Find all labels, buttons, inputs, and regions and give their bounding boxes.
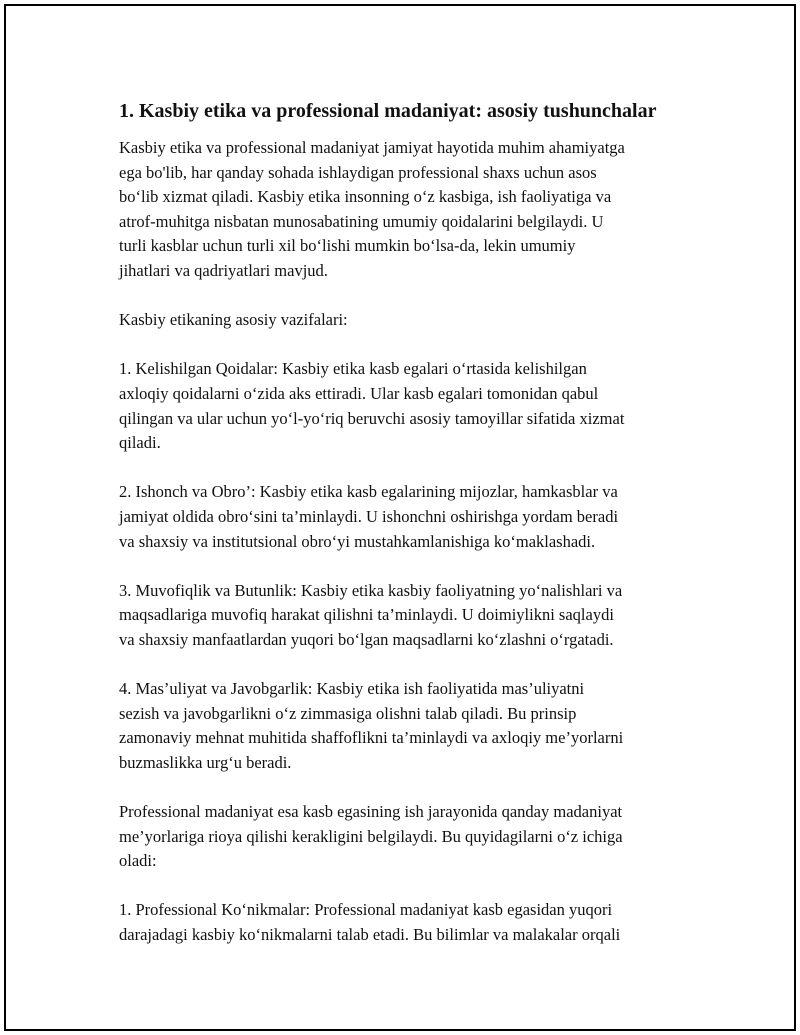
text-line: darajadagi kasbiy ko‘nikmalarni talab etadi. Bu bilimlar va malakalar orqali (119, 925, 621, 944)
paragraph-item-4 (119, 677, 694, 775)
text-line: 4. Mas’uliyat va Javobgarlik: Kasbiy etika ish faoliyatida mas’uliyatni (119, 679, 585, 699)
paragraph-item-1 (119, 357, 694, 455)
text-line: 2. Ishonch va Obro’: Kasbiy etika kasb egalarining mijozlar, hamkasblar va (119, 482, 618, 502)
document-content (119, 98, 694, 972)
text-line: Professional madaniyat esa kasb egasining ish jarayonida qanday madaniyat (119, 802, 623, 822)
text-line: jihatlari va qadriyatlari mavjud. (119, 260, 328, 280)
paragraph-culture-item-1 (119, 898, 694, 947)
text-line: 3. Muvofiqlik va Butunlik: Kasbiy etika kasbiy faoliyatning yo‘nalishlari va (119, 580, 623, 600)
text-line: axloqiy qoidalarni o‘zida aks ettiradi. Ular kasb egalari tomonidan qabul (119, 383, 599, 403)
text-line: me’yorlariga rioya qilishi kerakligini belgilaydi. Bu quyidagilarni o‘z ichiga (119, 826, 623, 846)
text-line: jamiyat oldida obro‘sini ta’minlaydi. U ishonchni oshirishga yordam beradi (119, 506, 619, 526)
text-line: va shaxsiy va institutsional obro‘yi mustahkamlanishiga ko‘maklashadi. (119, 531, 596, 551)
text-line: Kasbiy etikaning asosiy vazifalari: (119, 310, 348, 330)
text-line: ega bo'lib, har qanday sohada ishlaydigan professional shaxs uchun asos (119, 162, 597, 182)
paragraph-item-2 (119, 480, 694, 554)
text-line: maqsadlariga muvofiq harakat qilishni ta’minlaydi. U doimiylikni saqlaydi (119, 605, 614, 625)
text-line: atrof-muhitga nisbatan munosabatining umumiy qoidalarini belgilaydi. U (119, 211, 604, 231)
text-line: bo‘lib xizmat qiladi. Kasbiy etika insonning o‘z kasbiga, ish faoliyatiga va (119, 187, 612, 207)
text-line: zamonaviy mehnat muhitida shaffoflikni ta’minlaydi va axloqiy me’yorlarni (119, 728, 624, 748)
text-line: turli kasblar uchun turli xil bo‘lishi mumkin bo‘lsa-da, lekin umumiy (119, 236, 576, 256)
text-line: buzmaslikka urg‘u beradi. (119, 752, 292, 772)
document-page (4, 4, 796, 1031)
text-line: 1. Kelishilgan Qoidalar: Kasbiy etika kasb egalari o‘rtasida kelishilgan (119, 359, 587, 379)
text-line: oladi: (119, 851, 157, 871)
paragraph-intro (119, 136, 694, 284)
text-line: qilingan va ular uchun yo‘l-yo‘riq beruvchi asosiy tamoyillar sifatida xizmat (119, 408, 625, 428)
paragraph-culture-intro (119, 800, 694, 874)
paragraph-item-3 (119, 579, 694, 653)
text-line: va shaxsiy manfaatlardan yuqori bo‘lgan maqsadlarni ko‘zlashni o‘rgatadi. (119, 629, 614, 649)
text-line: qiladi. (119, 433, 161, 453)
section-heading: 1. Kasbiy etika va professional madaniyat: asosiy tushunchalar (119, 100, 657, 122)
text-line: sezish va javobgarlikni o‘z zimmasiga olishni talab qiladi. Bu prinsip (119, 703, 577, 723)
text-line: Kasbiy etika va professional madaniyat jamiyat hayotida muhim ahamiyatga (119, 138, 625, 157)
paragraph-tasks-intro (119, 308, 694, 333)
text-line: 1. Professional Ko‘nikmalar: Professional madaniyat kasb egasidan yuqori (119, 900, 613, 920)
